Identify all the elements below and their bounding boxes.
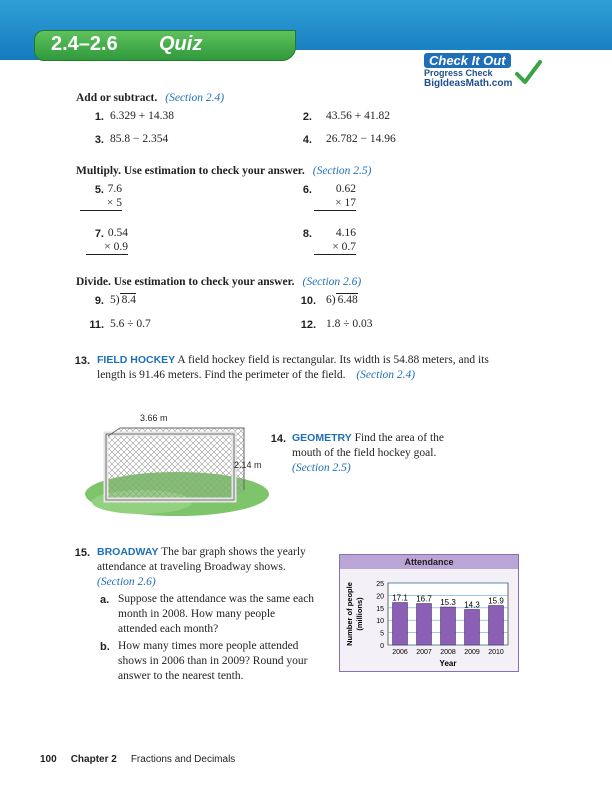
y-tick-label: 20: [376, 593, 384, 601]
y-tick-label: 5: [380, 630, 384, 638]
badge-title: Check It Out: [424, 53, 511, 68]
problem-number: 6.: [302, 184, 312, 196]
goal-height-label: 2.14 m: [234, 460, 262, 470]
section-ref: (Section 2.5): [292, 462, 351, 474]
bar-value-label: 14.3: [464, 600, 480, 610]
problem-expression: 43.56 + 41.82: [326, 110, 390, 122]
long-division: 6) 6.48: [326, 294, 358, 306]
problem-number: 3.: [94, 134, 104, 146]
problem-number: 10.: [300, 295, 316, 307]
bar-value-label: 15.9: [488, 596, 504, 606]
bar: [417, 604, 432, 645]
page-number: 100: [40, 754, 57, 765]
part-label: a.: [100, 594, 110, 606]
part-label: b.: [100, 641, 110, 653]
bar-value-label: 17.1: [392, 593, 408, 603]
y-tick-label: 25: [376, 581, 384, 588]
part-b-text: How many times more people attended shows in 2006 than in 2009? Round your answer to the nearest tenth.: [118, 640, 308, 682]
chart-title: Attendance: [340, 555, 518, 569]
problem-expression: 26.782 − 14.96: [326, 133, 396, 145]
x-tick-label: 2008: [440, 649, 456, 656]
geometry-problem: GEOMETRY Find the area of the mouth of the field hockey goal. (Section 2.5): [292, 432, 444, 474]
check-it-out-badge[interactable]: [418, 53, 542, 93]
badge-subtitle: Progress Check: [424, 68, 493, 78]
bar-value-label: 15.3: [440, 598, 456, 608]
quiz-title: Quiz: [159, 33, 203, 55]
y-tick-label: 15: [376, 605, 384, 613]
x-axis-title: Year: [439, 659, 457, 668]
y-tick-label: 10: [376, 618, 384, 626]
bar: [393, 603, 408, 645]
x-tick-label: 2010: [488, 649, 504, 656]
goal-width-label: 3.66 m: [140, 413, 168, 423]
y-tick-label: 0: [380, 643, 384, 650]
section-range: 2.4–2.6: [51, 33, 118, 55]
section-ref: (Section 2.5): [312, 165, 372, 177]
problem-number: 14.: [270, 433, 286, 445]
chart-plot: [340, 569, 518, 671]
long-division: 5) 8.4: [110, 294, 136, 306]
x-tick-label: 2006: [392, 649, 408, 656]
problem-expression: 85.8 − 2.354: [110, 133, 169, 145]
quiz-header: [34, 30, 296, 61]
problem-expression: 1.8 ÷ 0.03: [326, 318, 373, 330]
bar-value-label: 16.7: [416, 594, 432, 604]
problem-number: 12.: [300, 319, 316, 331]
vertical-multiplication: 7.6 × 5: [80, 182, 122, 211]
x-tick-label: 2009: [464, 649, 480, 656]
bar: [489, 606, 504, 645]
vertical-multiplication: 4.16 × 0.7: [314, 226, 356, 255]
problem-number: 13.: [74, 355, 90, 367]
vertical-multiplication: 0.62 × 17: [314, 182, 356, 211]
divide-instruction: Divide. Use estimation to check your answer. (Section 2.6): [76, 276, 362, 288]
vertical-multiplication: 0.54 × 0.9: [86, 226, 128, 255]
add-instruction: Add or subtract. (Section 2.4): [76, 92, 225, 104]
problem-expression: 6.329 + 14.38: [110, 110, 174, 122]
badge-url: BigIdeasMath.com: [424, 78, 513, 89]
problem-number: 11.: [89, 319, 104, 331]
problem-keyword: GEOMETRY: [292, 432, 352, 444]
problem-expression: 5.6 ÷ 0.7: [110, 318, 151, 330]
problem-number: 9.: [94, 295, 104, 307]
problem-number: 1.: [94, 111, 104, 123]
bar: [465, 610, 480, 645]
problem-number: 5.: [94, 184, 104, 196]
chapter-label: Chapter 2: [70, 754, 117, 765]
section-ref: (Section 2.6): [97, 576, 156, 588]
problem-keyword: BROADWAY: [97, 546, 159, 558]
page-footer: [40, 754, 235, 765]
problem-number: 2.: [302, 111, 312, 123]
checkmark-icon: [514, 59, 542, 87]
problem-number: 7.: [94, 228, 104, 240]
problem-number: 8.: [302, 228, 312, 240]
broadway-problem: BROADWAY The bar graph shows the yearly attendance at traveling Broadway shows. (Section 2.6): [97, 546, 306, 588]
y-axis-subtitle: (millions): [355, 597, 364, 631]
problem-number: 4.: [302, 134, 312, 146]
section-ref: (Section 2.4): [165, 92, 225, 104]
y-axis-title: Number of people: [345, 582, 354, 646]
bar: [441, 607, 456, 645]
multiply-instruction: Multiply. Use estimation to check your answer. (Section 2.5): [76, 165, 372, 177]
section-ref: (Section 2.6): [302, 276, 362, 288]
section-ref: (Section 2.4): [356, 369, 416, 381]
chapter-title: Fractions and Decimals: [130, 754, 236, 765]
field-hockey-problem: FIELD HOCKEY A field hockey field is rectangular. Its width is 54.88 meters, and its length is 91.46 meters. Find the perimeter of the field. (Section 2.4): [97, 354, 489, 381]
attendance-bar-chart: [339, 554, 519, 672]
part-a-text: Suppose the attendance was the same each month in 2008. How many people attended each month?: [118, 593, 315, 635]
problem-keyword: FIELD HOCKEY: [97, 354, 176, 366]
problem-number: 15.: [74, 547, 90, 559]
x-tick-label: 2007: [416, 649, 432, 656]
